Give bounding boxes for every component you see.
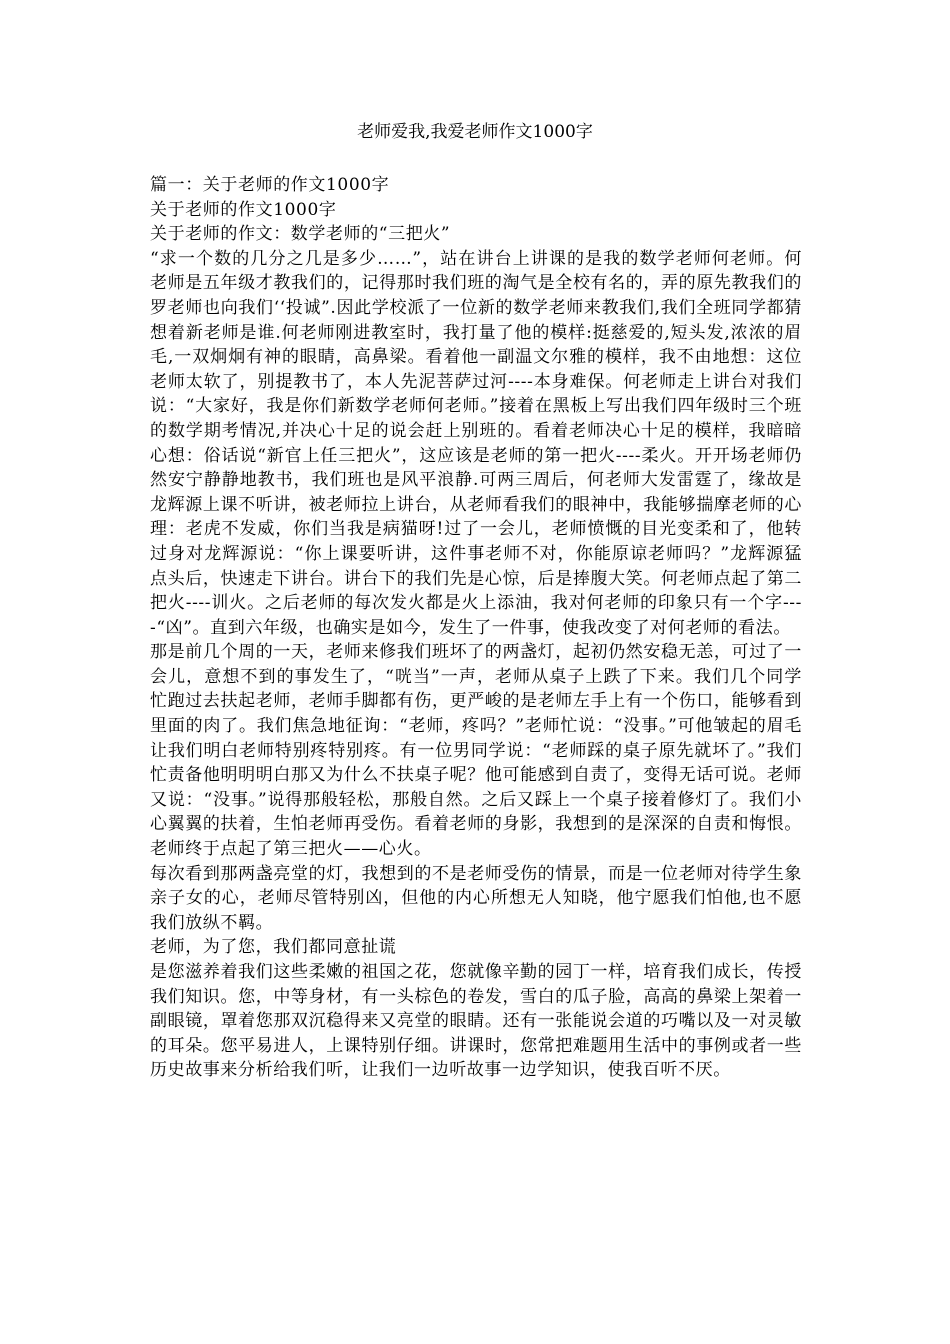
article-heading: 老师，为了您，我们都同意扯谎 [150, 937, 397, 958]
paragraph: 是您滋养着我们这些柔嫩的祖国之花，您就像辛勤的园丁一样，培育我们成长，传授我们知识。您，中等身材，有一头棕色的卷发，雪白的瓜子脸，高高的鼻梁上架着一副眼镜，罩着您那双沉稳得来又亮堂的眼睛。还有一张能说会道的巧嘴以及一对灵敏的耳朵。您平易进人，上课特别仔细。讲课时，您常把难题用生活中的事例或者一些历史故事来分析给我们听，让我们一边听故事一边学知识，使我百听不厌。 [150, 962, 802, 1081]
paragraph: 每次看到那两盏亮堂的灯，我想到的不是老师受伤的情景，而是一位老师对待学生象亲子女的心，老师尽管特别凶，但他的内心所想无人知晓，他宁愿我们怕他,也不愿我们放纵不羁。 [150, 863, 802, 933]
article-heading: 关于老师的作文1000字 [150, 199, 337, 220]
paragraph: 那是前几个周的一天，老师来修我们班坏了的两盏灯，起初仍然安稳无恙，可过了一会儿，意想不到的事发生了，“咣当”一声，老师从桌子上跌了下来。我们几个同学忙跑过去扶起老师，老师手脚都有伤，更严峻的是老师左手上有一个伤口，能够看到里面的肉了。我们焦急地征询：“老师，疼吗？”老师忙说：“没事。”可他皱起的眉毛让我们明白老师特别疼特别疼。有一位男同学说：“老师踩的桌子原先就坏了。”我们忙责备他明明明白那又为什么不扶桌子呢？他可能感到自责了，变得无话可说。老师又说：“没事。”说得那般轻松，那般自然。之后又踩上一个桌子接着修灯了。我们小心翼翼的扶着，生怕老师再受伤。看着老师的身影，我想到的是深深的自责和悔恨。老师终于点起了第三把火——心火。 [150, 642, 802, 860]
section-heading: 篇一：关于老师的作文1000字 [150, 175, 390, 195]
document-body [150, 173, 802, 1083]
paragraph: “求一个数的几分之几是多少……”，站在讲台上讲课的是我的数学老师何老师。何老师是五年级才教我们的，记得那时我们班的淘气是全校有名的，弄的原先教我们的罗老师也向我们‘‘投诚”.因此学校派了一位新的数学老师来教我们,我们全班同学都猜想着新老师是谁.何老师刚进教室时，我打量了他的模样:挺慈爱的,短头发,浓浓的眉毛,一双炯炯有神的眼睛，高鼻梁。看着他一副温文尔雅的模样，我不由地想：这位老师太软了，别提教书了，本人先泥菩萨过河----本身难保。何老师走上讲台对我们说：“大家好，我是你们新数学老师何老师。”接着在黑板上写出我们四年级时三个班的数学期考情况,并决心十足的说会赶上别班的。看着老师决心十足的模样，我暗暗心想：俗话说“新官上任三把火”，这应该是老师的第一把火----柔火。开开场老师仍然安宁静静地教书，我们班也是风平浪静.可两三周后，何老师大发雷霆了，缘故是龙辉源上课不听讲，被老师拉上讲台，从老师看我们的眼神中，我能够揣摩老师的心理：老虎不发威，你们当我是病猫呀!过了一会儿，老师愤慨的目光变柔和了，他转过身对龙辉源说：“你上课要听讲，这件事老师不对，你能原谅老师吗？”龙辉源猛点头后，快速走下讲台。讲台下的我们先是心惊，后是捧腹大笑。何老师点起了第二把火----训火。之后老师的每次发火都是火上添油，我对何老师的印象只有一个字----“凶”。直到六年级，也确实是如今，发生了一件事，使我改变了对何老师的看法。 [150, 248, 802, 638]
article-subheading: 关于老师的作文：数学老师的“三把火” [150, 224, 451, 245]
document-title: 老师爱我,我爱老师作文1000字 [357, 122, 593, 142]
